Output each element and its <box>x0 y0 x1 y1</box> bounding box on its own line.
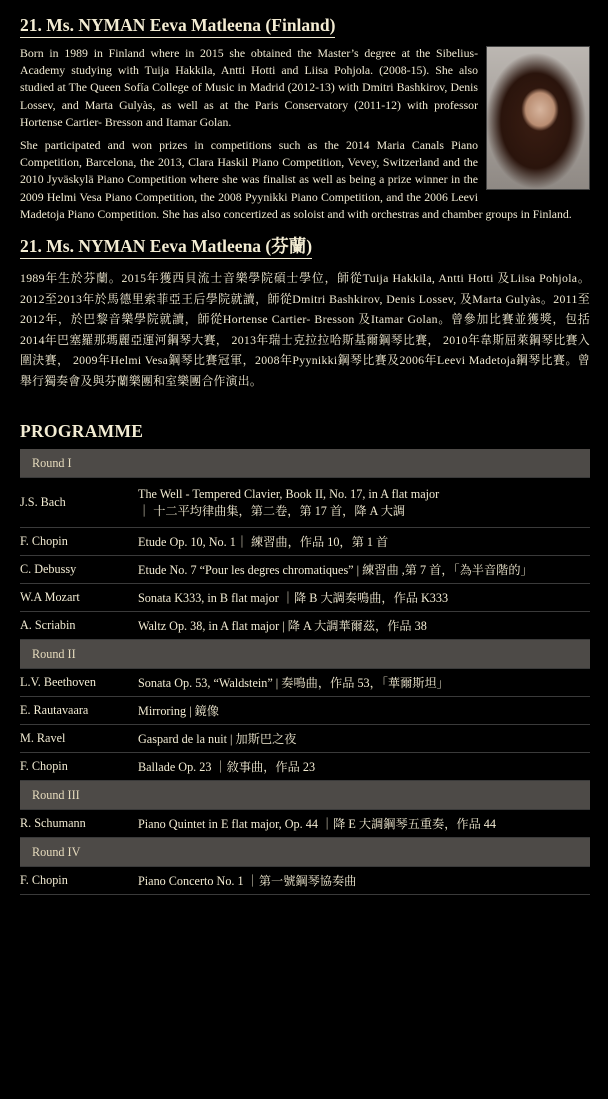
work: Piano Concerto No. 1 ｜第一號鋼琴協奏曲 <box>138 867 590 895</box>
work: Sonata Op. 53, “Waldstein” | 奏鳴曲，作品 53，「華爾斯坦」 <box>138 669 590 697</box>
round-label: Round I <box>20 449 590 478</box>
work-line-1: The Well - Tempered Clavier, Book II, No. 17, in A flat major <box>138 486 440 501</box>
composer: R. Schumann <box>20 810 138 838</box>
composer: W.A Mozart <box>20 584 138 612</box>
table-row <box>20 478 590 528</box>
table-row <box>20 697 590 725</box>
round-label: Round III <box>20 781 590 810</box>
programme-title: PROGRAMME <box>20 421 144 441</box>
work: Waltz Op. 38, in A flat major | 降 A 大調華爾茲，作品 38 <box>138 612 590 640</box>
bio-en <box>20 45 590 223</box>
work: Etude Op. 10, No. 1｜ 練習曲，作品 10，第 1 首 <box>138 528 590 556</box>
portrait-photo <box>486 46 590 190</box>
bio-en-paragraph-1: Born in 1989 in Finland where in 2015 she obtained the Master’s degree at the Sibelius- Academy studying with Tuija Hakkila, Antti Hotti and Liisa Pohjola. (2008-15). She also studied at The Queen Sofía College of Music in Madrid (2012-13) with Dmitri Bashkirov, Denis Lossev, and Marta Gulyàs, as well as at the Paris Conservatory (2011-12) with professor Hortense Cartier- Bresson and Itamar Golan. <box>20 46 478 129</box>
table-row <box>20 725 590 753</box>
table-row <box>20 612 590 640</box>
work: Gaspard de la nuit | 加斯巴之夜 <box>138 725 590 753</box>
composer: F. Chopin <box>20 867 138 895</box>
table-row <box>20 584 590 612</box>
work: Ballade Op. 23 ｜敘事曲，作品 23 <box>138 753 590 781</box>
table-row <box>20 867 590 895</box>
work: Sonata K333, in B flat major ｜降 B 大調奏鳴曲，作品 K333 <box>138 584 590 612</box>
work: Mirroring | 鏡像 <box>138 697 590 725</box>
heading-zh: 21. Ms. NYMAN Eeva Matleena (芬蘭) <box>20 235 312 259</box>
composer: J.S. Bach <box>20 478 138 528</box>
composer: E. Rautavaara <box>20 697 138 725</box>
composer: F. Chopin <box>20 528 138 556</box>
round-label: Round IV <box>20 838 590 867</box>
table-row <box>20 556 590 584</box>
table-row <box>20 669 590 697</box>
round-row <box>20 449 590 478</box>
table-row <box>20 528 590 556</box>
heading-en: 21. Ms. NYMAN Eeva Matleena (Finland) <box>20 14 335 38</box>
work <box>138 478 590 528</box>
round-row <box>20 838 590 867</box>
work-line-2: ｜ 十二平均律曲集，第二卷，第 17 首，降 A 大調 <box>138 503 406 518</box>
round-row <box>20 640 590 669</box>
composer: F. Chopin <box>20 753 138 781</box>
work: Etude No. 7 “Pour les degres chromatiques” | 練習曲 ,第 7 首，「為半音階的」 <box>138 556 590 584</box>
composer: A. Scriabin <box>20 612 138 640</box>
programme-table <box>20 449 590 895</box>
composer: L.V. Beethoven <box>20 669 138 697</box>
round-label: Round II <box>20 640 590 669</box>
round-row <box>20 781 590 810</box>
work: Piano Quintet in E flat major, Op. 44 ｜降 E 大調鋼琴五重奏，作品 44 <box>138 810 590 838</box>
composer: C. Debussy <box>20 556 138 584</box>
table-row <box>20 753 590 781</box>
content <box>20 14 590 888</box>
table-row <box>20 810 590 838</box>
bio-en-paragraph-2: She participated and won prizes in competitions such as the 2014 Maria Canals Piano Competition, Barcelona, the 2013, Clara Haskil Piano Competition, Vevey, Switzerland and the 2010 Jyväskylä Piano Competition where she was finalist as well as being a prize winner in the 2009 Helmi Vesa Piano Competition, the 2008 Pyynikki Piano Competition, and the 2006 Leevi Madetoja Piano Competition. She has also concertized as soloist and with orchestras and chamber groups in Finland. <box>20 138 572 221</box>
composer: M. Ravel <box>20 725 138 753</box>
bio-zh: 1989年生於芬蘭。2015年獲西貝流士音樂學院碩士學位，師從Tuija Hakkila, Antti Hotti 及Liisa Pohjola。2012至2013年於馬德里索菲亞王后學院就讀，師從Dmitri Bashkirov, Denis Lossev, 及Marta Gulyàs。2011至2012年，於巴黎音樂學院就讀，師從Hortense Cartier- Bresson 及Itamar Golan。曾參加比賽並獲獎，包括2014年巴塞羅那瑪麗亞運河鋼琴大賽， 2013年瑞士克拉拉哈斯基爾鋼琴比賽， 2010年韋斯屈萊鋼琴比賽入圍決賽， 2009年Helmi Vesa鋼琴比賽冠軍，2008年Pyynikki鋼琴比賽及2006年Leevi Madetoja鋼琴比賽。曾舉行獨奏會及與芬蘭樂團和室樂團合作演出。 <box>20 271 590 388</box>
